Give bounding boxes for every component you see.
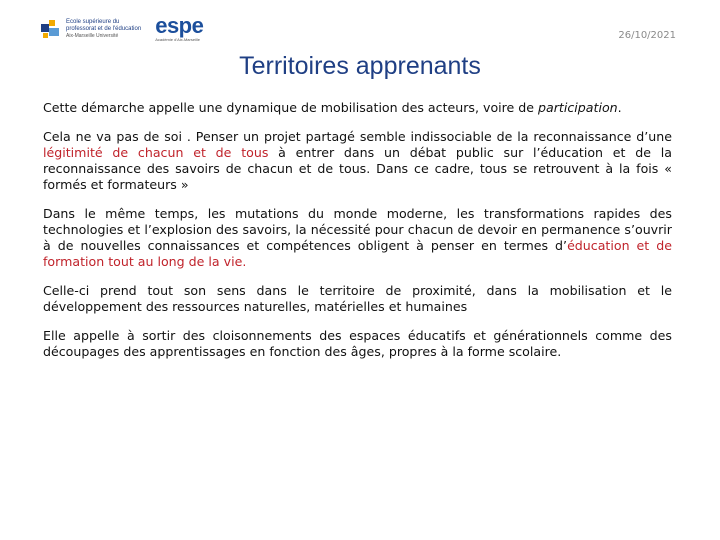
- slide-title: Territoires apprenants: [239, 52, 481, 80]
- paragraph-1-emphasis: participation: [538, 100, 618, 115]
- paragraph-2-highlight: légitimité de chacun et de tous: [43, 145, 269, 160]
- paragraph-2: Cela ne va pas de soi . Penser un projet partagé semble indissociable de la reconnaissance d’une légitimité de chacun et de tous à entrer dans un débat public sur l’éducation et de la reconnaissance des savoirs de chacun et de tous. Dans ce cadre, tous se retrouvent à la fois « formés et formateurs »: [43, 129, 673, 192]
- ese-logo: [40, 18, 141, 40]
- paragraph-5: Elle appelle à sortir des cloisonnements des espaces éducatifs et générationnels comme des découpages des apprentissages en fonction des âges, propres à la forme scolaire.: [43, 328, 672, 359]
- espe-logo-word: espe: [155, 13, 204, 38]
- paragraph-1: Cette démarche appelle une dynamique de mobilisation des acteurs, voire de participation.: [43, 100, 622, 115]
- slide-date: 26/10/2021: [618, 30, 676, 41]
- slide-body: [43, 100, 672, 373]
- espe-logo: [155, 13, 204, 42]
- paragraph-4: Celle-ci prend tout son sens dans le territoire de proximité, dans la mobilisation et le développement des ressources naturelles, matérielles et humaines: [43, 283, 672, 314]
- paragraph-3: Dans le même temps, les mutations du monde moderne, les transformations rapides des technologies et l’explosion des savoirs, la nécessité pour chacun de devoir en permanence s’ouvrir à de nouvelles connaissances et compétences obligent à penser en termes d’éducation et de formation tout au long de la vie.: [43, 206, 672, 269]
- ese-logo-text: Ecole supérieure du professorat et de l'éducation Aix-Marseille Université: [66, 18, 142, 39]
- ese-logo-mark-icon: [40, 18, 62, 40]
- paragraph-3-highlight: éducation et de formation tout au long de la vie.: [43, 238, 672, 269]
- espe-logo-subtitle: Académie d'Aix-Marseille: [155, 37, 200, 42]
- header-logos: [40, 14, 203, 44]
